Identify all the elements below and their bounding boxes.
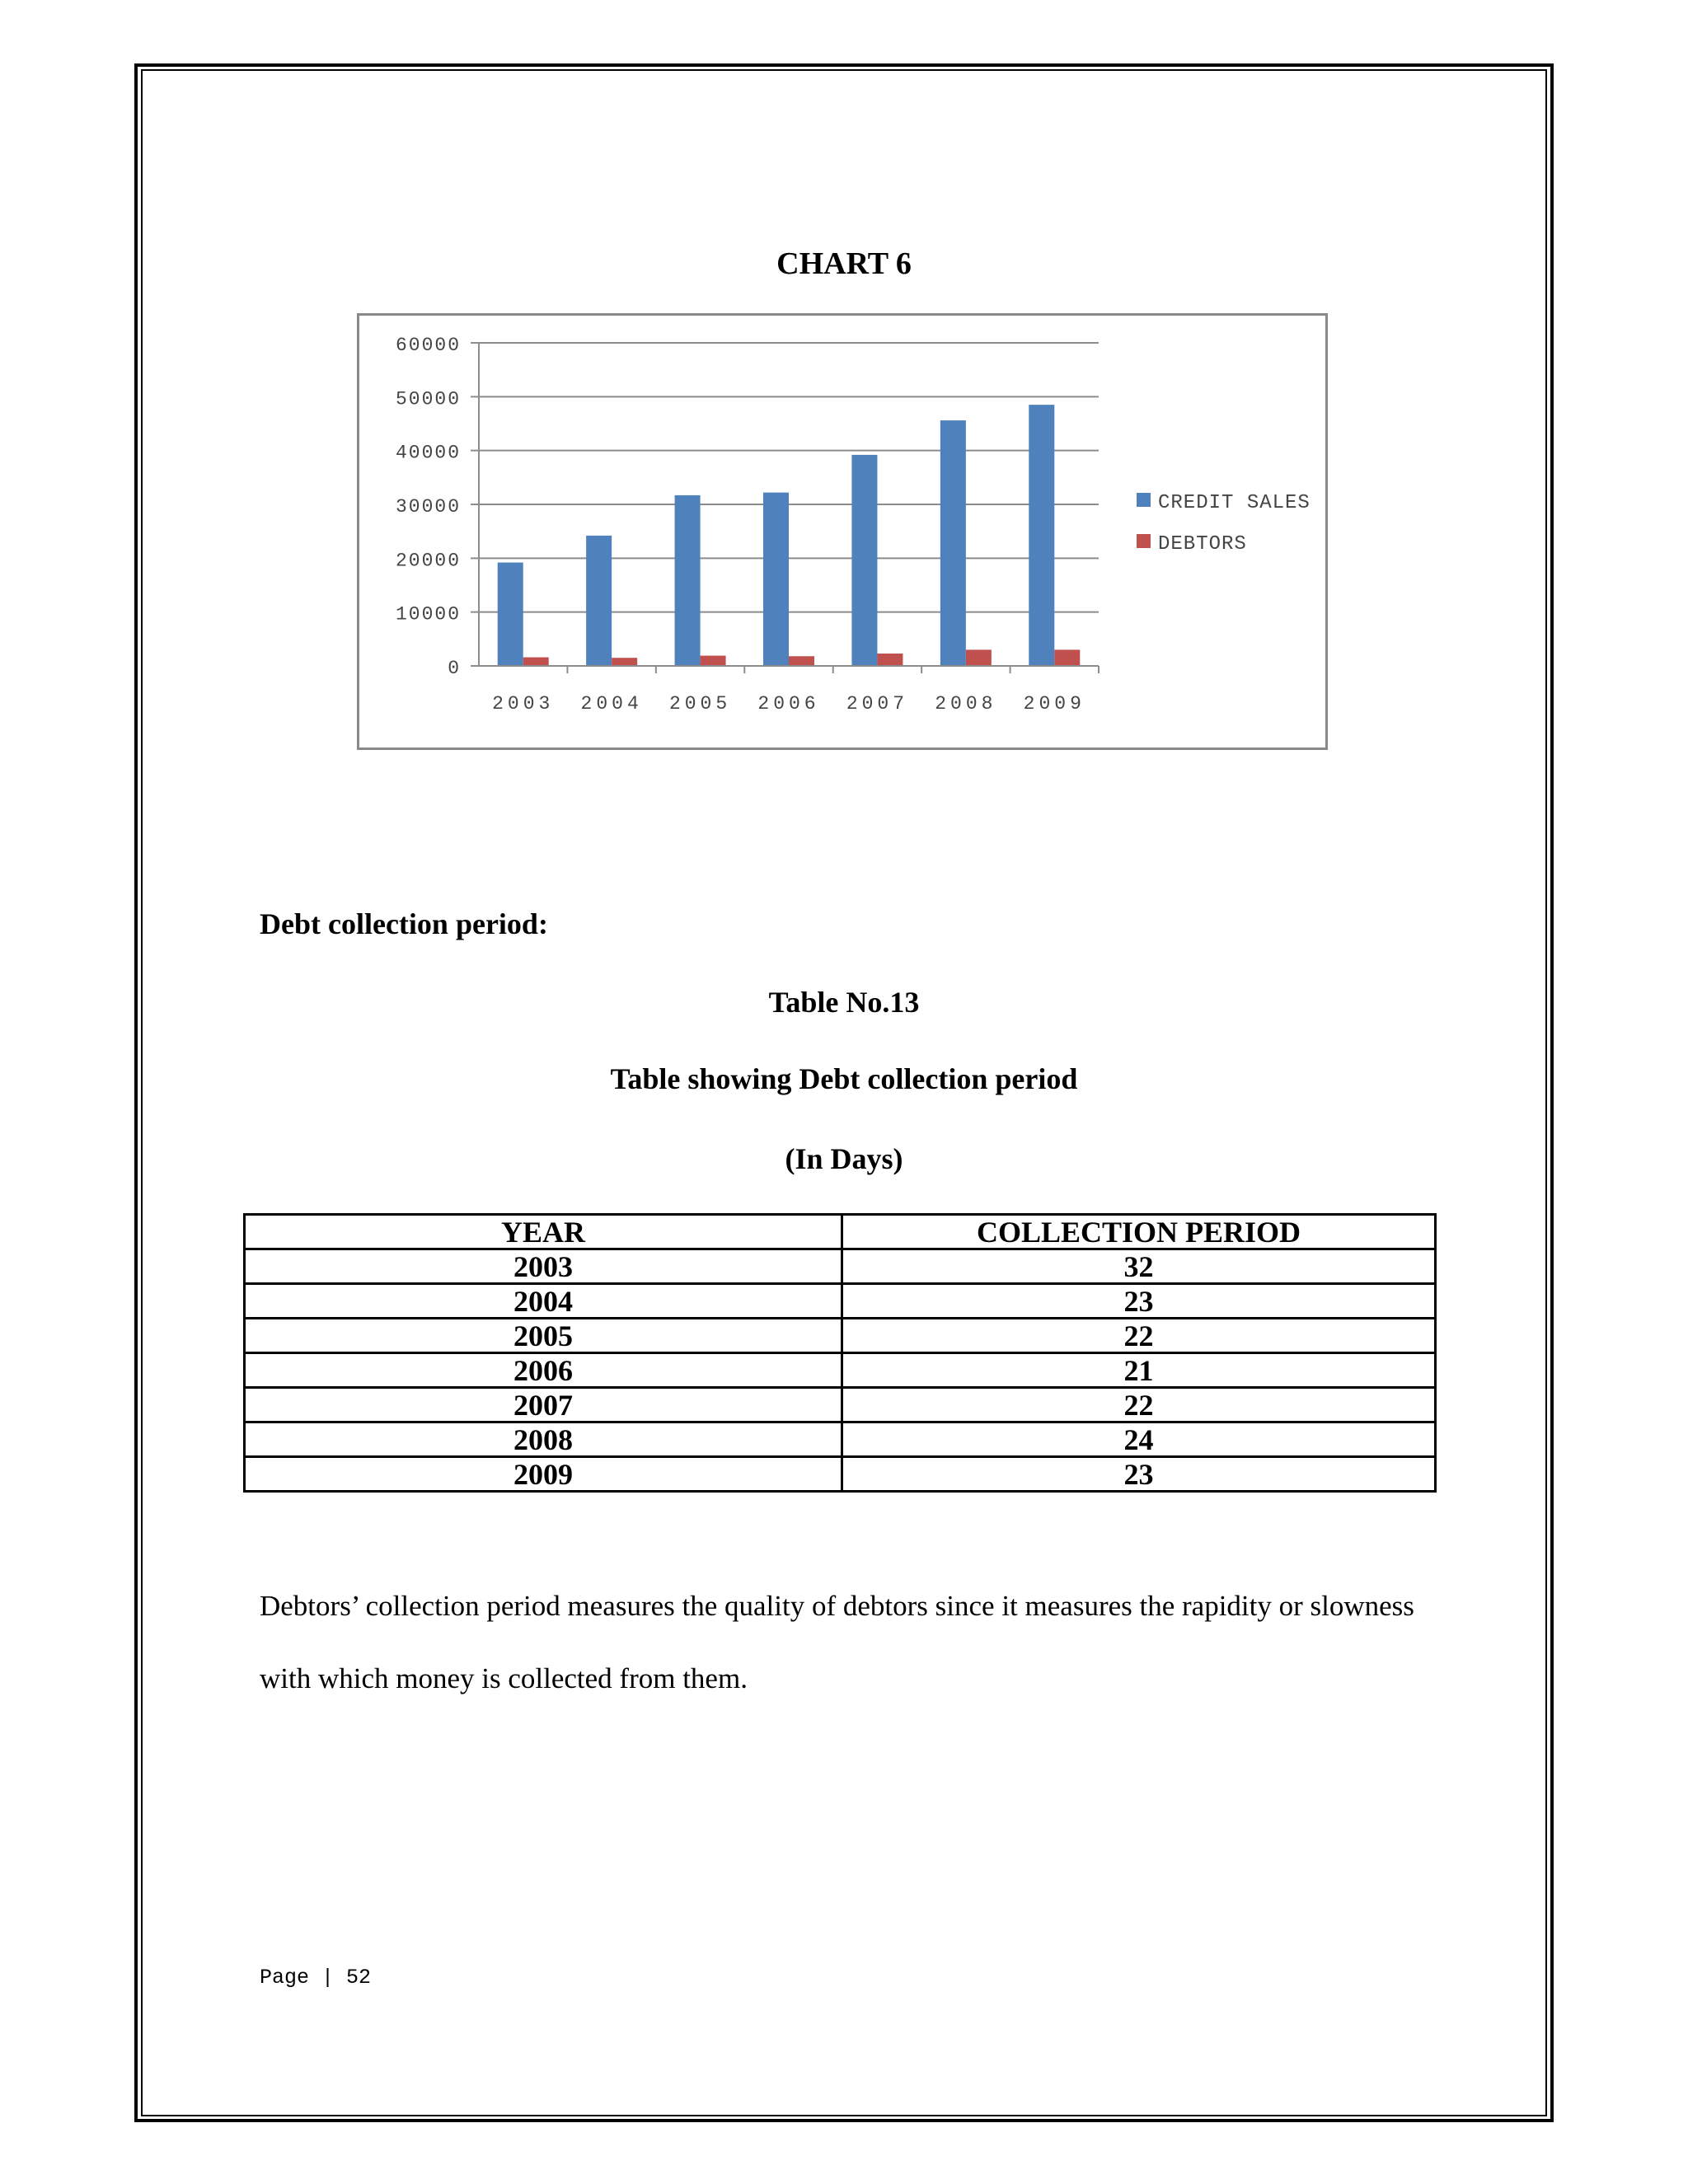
table-row — [245, 1457, 1436, 1492]
x-tick-label: 2004 — [580, 693, 643, 715]
bar-chart — [357, 313, 1328, 750]
bar-credit-sales — [940, 420, 966, 666]
table-header-row — [245, 1215, 1436, 1249]
year-cell: 2006 — [245, 1353, 842, 1388]
y-tick-label: 50000 — [395, 388, 461, 410]
x-tick-label: 2009 — [1023, 693, 1085, 715]
y-tick-label: 20000 — [395, 550, 461, 572]
bar-debtors — [877, 654, 903, 666]
page-footer: Page | 52 — [260, 1966, 372, 1990]
legend-label: CREDIT SALES — [1158, 492, 1311, 514]
y-tick-label: 60000 — [395, 335, 461, 356]
legend-swatch — [1137, 493, 1151, 507]
bar-credit-sales — [763, 493, 789, 666]
collection-period-table — [243, 1213, 1437, 1493]
bar-credit-sales — [1029, 405, 1054, 666]
bar-debtors — [523, 658, 549, 666]
y-tick-label: 10000 — [395, 603, 461, 626]
bar-debtors — [701, 656, 726, 666]
section-heading: Debt collection period: — [260, 907, 548, 940]
period-cell: 23 — [842, 1284, 1436, 1319]
header-collection-period: COLLECTION PERIOD — [842, 1215, 1436, 1249]
y-tick-label: 30000 — [395, 496, 461, 518]
year-cell: 2003 — [245, 1249, 842, 1284]
table-row — [245, 1353, 1436, 1388]
y-tick-label: 40000 — [395, 442, 461, 464]
bar-credit-sales — [675, 495, 701, 666]
table-caption: Table showing Debt collection period — [610, 1062, 1078, 1095]
year-cell: 2008 — [245, 1422, 842, 1457]
legend — [1137, 492, 1311, 555]
table-unit: (In Days) — [785, 1142, 903, 1175]
table-row — [245, 1388, 1436, 1422]
year-cell: 2004 — [245, 1284, 842, 1319]
x-tick-label: 2006 — [757, 693, 820, 715]
bar-debtors — [966, 649, 992, 666]
bar-credit-sales — [586, 536, 612, 666]
period-cell: 22 — [842, 1388, 1436, 1422]
period-cell: 32 — [842, 1249, 1436, 1284]
chart-heading: CHART 6 — [776, 246, 912, 281]
table-row — [245, 1319, 1436, 1353]
bar-debtors — [789, 656, 814, 666]
x-tick-label: 2005 — [668, 693, 732, 715]
body-paragraph: Debtors’ collection period measures the quality of debtors since it measures the rapidity or slowness with which money is collected from them. — [260, 1590, 1414, 1694]
year-cell: 2007 — [245, 1388, 842, 1422]
table-number: Table No.13 — [768, 986, 920, 1019]
x-tick-label: 2003 — [492, 693, 555, 715]
table-row — [245, 1422, 1436, 1457]
period-cell: 23 — [842, 1457, 1436, 1492]
x-tick-label: 2007 — [846, 693, 909, 715]
bar-debtors — [612, 658, 637, 666]
period-cell: 21 — [842, 1353, 1436, 1388]
bars — [498, 405, 1081, 666]
x-tick-label: 2008 — [935, 693, 997, 715]
period-cell: 22 — [842, 1319, 1436, 1353]
table-row — [245, 1249, 1436, 1284]
year-cell: 2009 — [245, 1457, 842, 1492]
header-year: YEAR — [245, 1215, 842, 1249]
table-row — [245, 1284, 1436, 1319]
period-cell: 24 — [842, 1422, 1436, 1457]
bar-debtors — [1054, 649, 1080, 666]
legend-label: DEBTORS — [1158, 533, 1247, 555]
y-tick-label: 0 — [448, 658, 461, 679]
legend-swatch — [1137, 534, 1151, 548]
year-cell: 2005 — [245, 1319, 842, 1353]
bar-credit-sales — [498, 563, 523, 666]
bar-credit-sales — [851, 455, 877, 666]
